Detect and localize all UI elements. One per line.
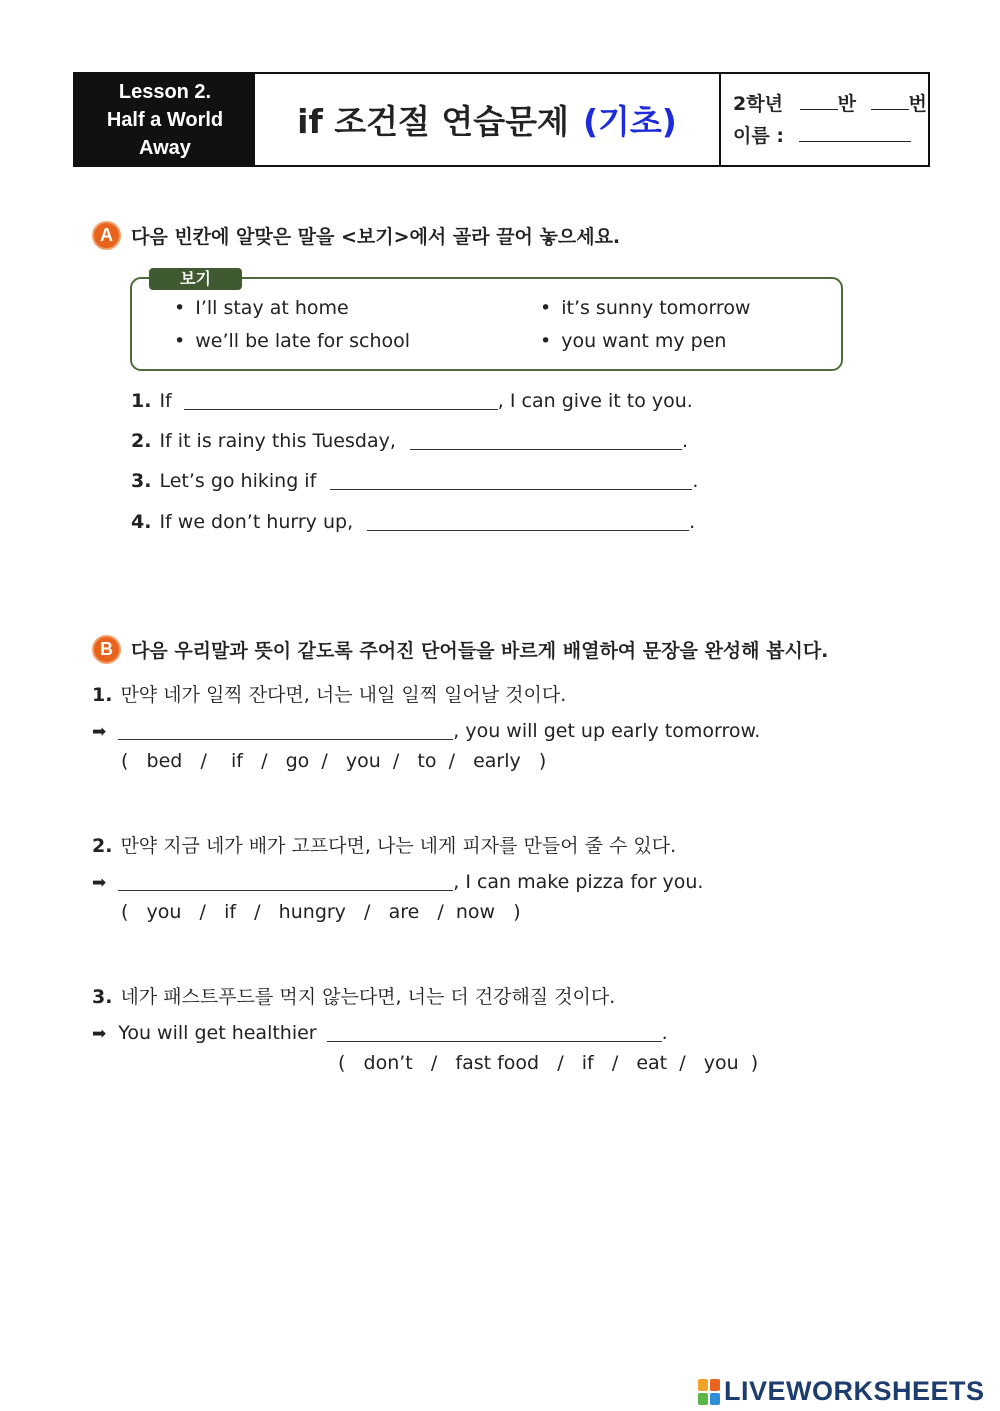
- name-label: 이름 :: [733, 124, 784, 147]
- section-a-badge: A: [92, 221, 121, 250]
- name-row: [733, 120, 928, 152]
- question-b-2-answer: [92, 871, 703, 893]
- answer-blank-a-2[interactable]: [410, 430, 682, 450]
- answer-blank-a-3[interactable]: [330, 470, 692, 490]
- question-b-3-answer: [92, 1022, 668, 1044]
- question-text-after: .: [689, 511, 696, 533]
- number-label: 번: [908, 92, 927, 115]
- section-a-instruction: 다음 빈칸에 알맞은 말을 <보기>에서 골라 끌어 놓으세요.: [131, 226, 621, 248]
- question-text-before: If it is rainy this Tuesday,: [159, 430, 396, 452]
- worksheet-header: [73, 72, 930, 167]
- lesson-label: [75, 74, 255, 165]
- answer-blank-b-3[interactable]: [327, 1022, 662, 1042]
- name-blank[interactable]: [799, 141, 911, 142]
- class-blank[interactable]: [800, 109, 838, 110]
- class-label: 반: [837, 92, 856, 115]
- question-number: 3.: [92, 986, 113, 1008]
- sentence-before: You will get healthier: [118, 1022, 317, 1044]
- question-b-2-words: ( you / if / hungry / are / now ): [121, 901, 521, 923]
- arrow-icon: ➡: [92, 1024, 107, 1044]
- arrow-icon: ➡: [92, 873, 107, 893]
- question-b-2-korean: [92, 831, 676, 858]
- question-b-3-words: ( don’t / fast food / if / eat / you ): [338, 1052, 759, 1074]
- answer-blank-a-1[interactable]: [184, 390, 498, 410]
- section-b-instruction: 다음 우리말과 뜻이 같도록 주어진 단어들을 바르게 배열하여 문장을 완성해 봅시다.: [131, 640, 829, 662]
- question-b-1-words: ( bed / if / go / you / to / early ): [121, 750, 547, 772]
- liveworksheets-logo-icon: [698, 1379, 720, 1405]
- section-b-badge: B: [92, 635, 121, 664]
- korean-sentence: 만약 네가 일찍 잔다면, 너는 내일 일찍 일어날 것이다.: [120, 684, 567, 706]
- sentence-after: , you will get up early tomorrow.: [453, 720, 761, 742]
- question-a-2: [131, 430, 688, 452]
- question-a-1: [131, 390, 693, 412]
- korean-sentence: 네가 패스트푸드를 먹지 않는다면, 너는 더 건강해질 것이다.: [120, 986, 616, 1008]
- question-a-4: [131, 511, 695, 533]
- grade-class-row: [733, 88, 928, 120]
- lesson-line-1: Lesson 2.: [118, 80, 212, 103]
- word-bank-option-2[interactable]: • it’s sunny tomorrow: [540, 297, 750, 319]
- question-text-before: If: [159, 390, 172, 412]
- grade-label: 2학년: [733, 92, 783, 115]
- worksheet-title: [255, 74, 721, 165]
- title-accent: (기초): [582, 102, 677, 141]
- question-text-before: If we don’t hurry up,: [159, 511, 354, 533]
- question-b-1-korean: [92, 680, 566, 707]
- word-bank-option-1[interactable]: • I’ll stay at home: [174, 297, 349, 319]
- question-number: 1.: [131, 390, 152, 412]
- word-bank-option-4[interactable]: • you want my pen: [540, 330, 726, 352]
- question-text-after: .: [681, 430, 688, 452]
- word-bank-box: [130, 269, 843, 371]
- word-bank-label: 보기: [149, 268, 242, 290]
- answer-blank-a-4[interactable]: [367, 511, 689, 531]
- liveworksheets-logo: [698, 1376, 985, 1407]
- question-number: 4.: [131, 511, 152, 533]
- answer-blank-b-2[interactable]: [118, 871, 453, 891]
- word-bank-option-3[interactable]: • we’ll be late for school: [174, 330, 410, 352]
- section-a-heading: [92, 221, 620, 250]
- question-b-3-korean: [92, 982, 615, 1009]
- liveworksheets-logo-text: LIVEWORKSHEETS: [724, 1376, 985, 1406]
- question-text-after: , I can give it to you.: [497, 390, 693, 412]
- question-text-before: Let’s go hiking if: [159, 470, 317, 492]
- question-b-1-answer: [92, 720, 760, 742]
- question-text-after: .: [692, 470, 699, 492]
- question-number: 3.: [131, 470, 152, 492]
- question-number: 2.: [131, 430, 152, 452]
- section-b-heading: [92, 635, 828, 664]
- question-a-3: [131, 470, 698, 492]
- question-number: 2.: [92, 835, 113, 857]
- question-number: 1.: [92, 684, 113, 706]
- korean-sentence: 만약 지금 네가 배가 고프다면, 나는 네게 피자를 만들어 줄 수 있다.: [120, 835, 677, 857]
- sentence-after: , I can make pizza for you.: [453, 871, 704, 893]
- number-blank[interactable]: [871, 109, 909, 110]
- sentence-after: .: [661, 1022, 668, 1044]
- title-main: if 조건절 연습문제: [297, 102, 569, 141]
- answer-blank-b-1[interactable]: [118, 720, 453, 740]
- arrow-icon: ➡: [92, 722, 107, 742]
- lesson-line-3: Away: [139, 136, 191, 159]
- lesson-line-2: Half a World: [106, 108, 224, 131]
- student-info: [721, 74, 928, 165]
